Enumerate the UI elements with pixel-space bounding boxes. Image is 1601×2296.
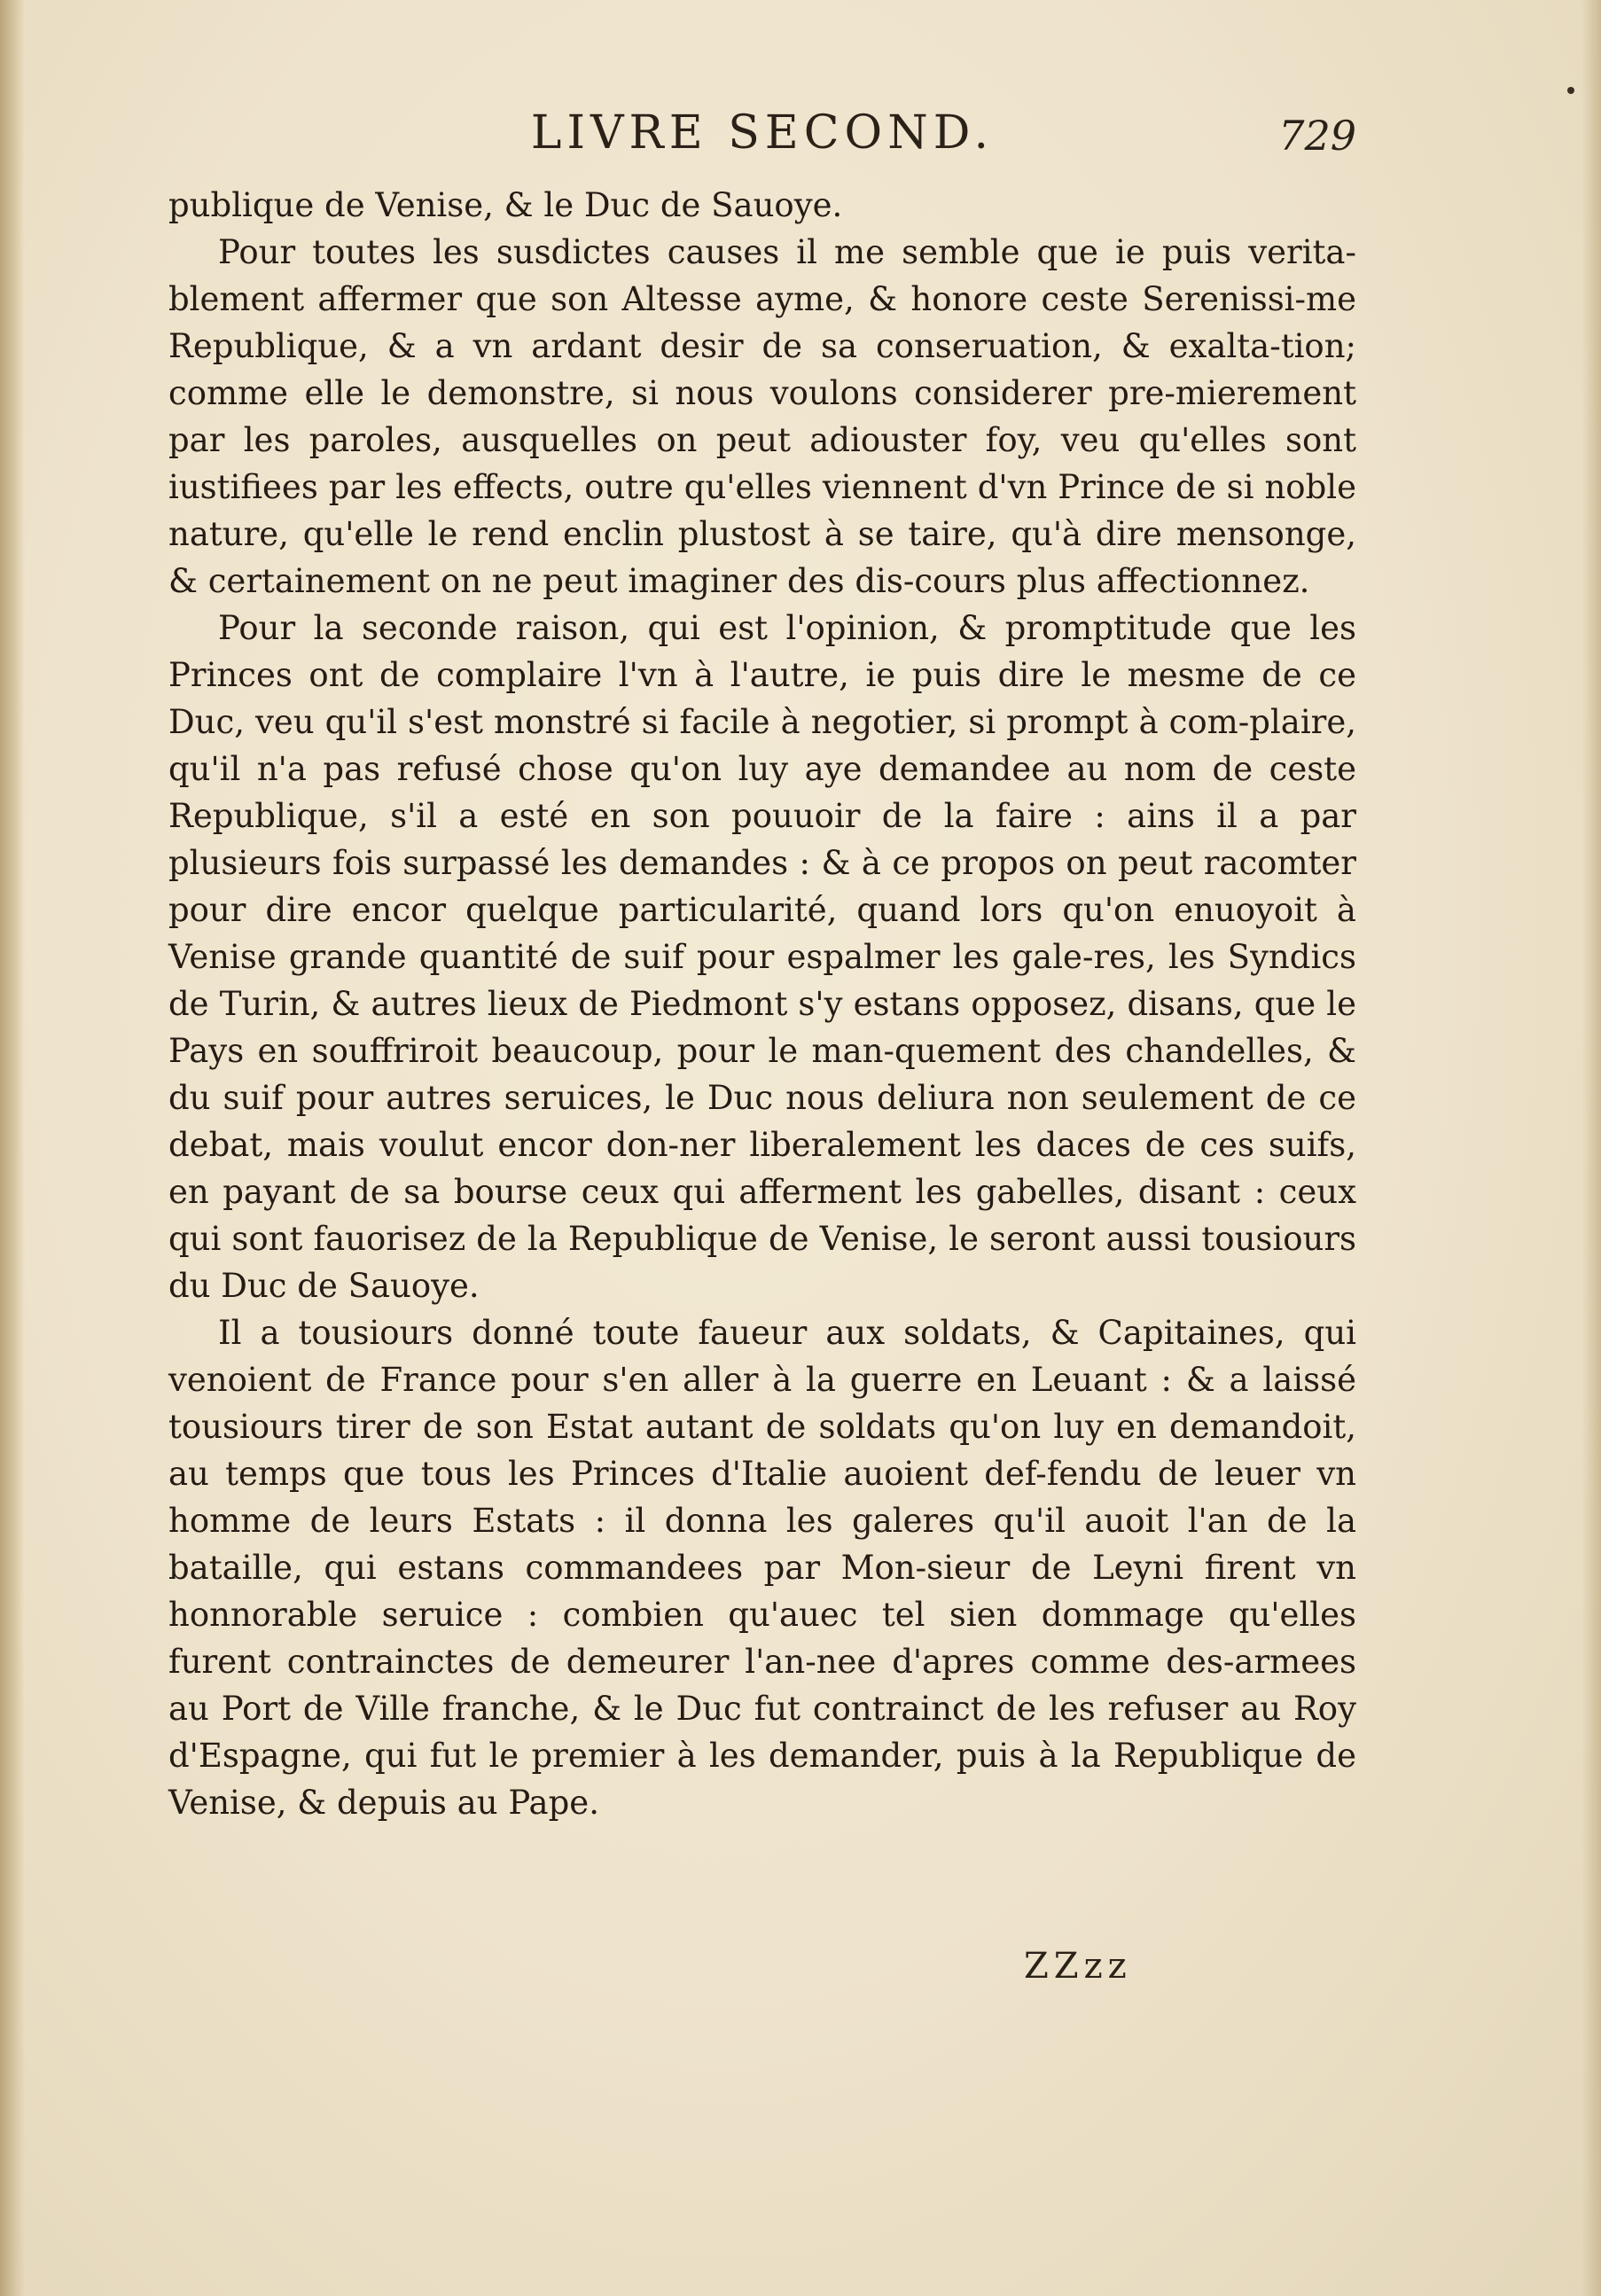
- body-text: [168, 182, 1356, 1826]
- paragraph-continuation: publique de Venise, & le Duc de Sauoye.: [168, 186, 843, 224]
- paragraph-second-reason: Pour la seconde raison, qui est l'opinion, & promptitude que les Princes ont de complaire l'vn à l'autre, ie puis dire le mesme de ce Duc, veu qu'il s'est monstré si facile à negotier, si prompt à com-plaire, qu'il n'a pas refusé chose qu'on luy aye demandee au nom de ceste Republique, s'il a esté en son pouuoir de la faire : ains il a par plusieurs fois surpassé les demandes : & à ce propos on peut racomter pour dire encor quelque particularité, quand lors qu'on enuoyoit à Venise grande quantité de suif pour espalmer les gale-res, les Syndics de Turin, & autres lieux de Piedmont s'y estans opposez, disans, que le Pays en souffriroit beaucoup, pour le man-quement des chandelles, & du suif pour autres seruices, le Duc nous deliura non seulement de ce debat, mais voulut encor don-ner liberalement les daces de ces suifs, en payant de sa bourse ceux qui afferment les gabelles, disant : ceux qui sont fauorisez de la Republique de Venise, le seront aussi tousiours du Duc de Sauoye.: [168, 609, 1356, 1305]
- paragraph-soldiers-galleys: Il a tousiours donné toute faueur aux soldats, & Capitaines, qui venoient de France pour s'en aller à la guerre en Leuant : & a laissé tousiours tirer de son Estat autant de soldats qu'on luy en demandoit, au temps que tous les Princes d'Italie auoient def-fendu de leuer vn homme de leurs Estats : il donna les galeres qu'il auoit l'an de la bataille, qui estans commandees par Mon-sieur de Leyni firent vn honnorable seruice : combien qu'auec tel sien dommage qu'elles furent contrainctes de demeurer l'an-nee d'apres comme des-armees au Port de Ville franche, & le Duc fut contrainct de les refuser au Roy d'Espagne, qui fut le premier à les demander, puis à la Republique de Venise, & depuis au Pape.: [168, 1314, 1356, 1822]
- ink-speck: [1567, 87, 1574, 94]
- running-head-title: LIVRE SECOND.: [530, 106, 995, 160]
- signature-mark: ZZzz: [1024, 1946, 1132, 1987]
- running-head: [168, 106, 1356, 177]
- paragraph-first-cause: Pour toutes les susdictes causes il me semble que ie puis verita-blement affermer que son Altesse ayme, & honore ceste Serenissi-me Republique, & a vn ardant desir de sa conseruation, & exalta-tion; comme elle le demonstre, si nous voulons considerer pre-mierement par les paroles, ausquelles on peut adiouster foy, veu qu'elles sont iustifiees par les effects, outre qu'elles viennent d'vn Prince de si noble nature, qu'elle le rend enclin plustost à se taire, qu'à dire mensonge, & certainement on ne peut imaginer des dis-cours plus affectionnez.: [168, 233, 1356, 600]
- page-gutter-shadow: [0, 0, 25, 2296]
- page-number: 729: [1278, 112, 1356, 160]
- page-edge-shadow: [1581, 0, 1601, 2296]
